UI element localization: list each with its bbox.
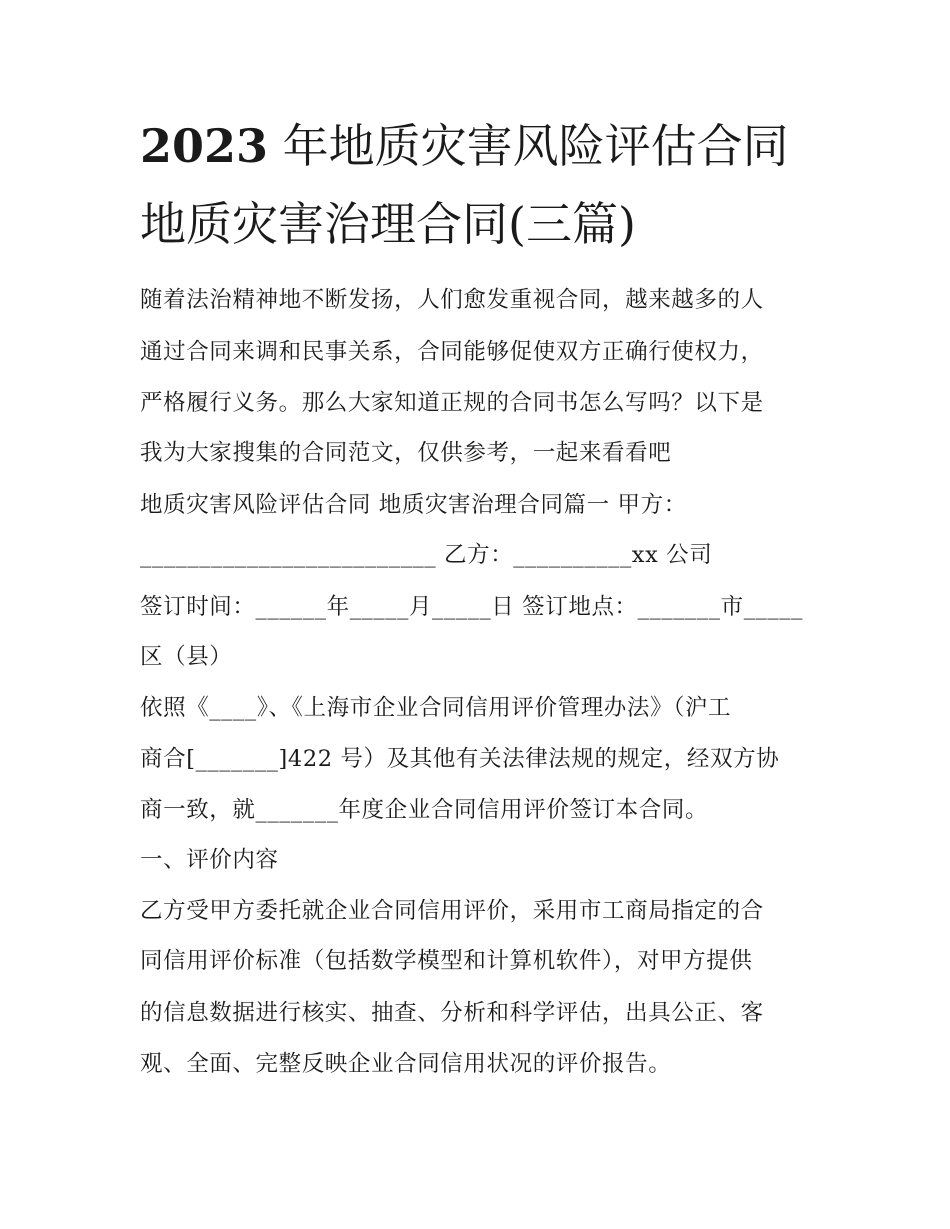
body-line-1: 随着法治精神地不断发扬，人们愈发重视合同，越来越多的人 [140,287,764,313]
body-line-4: 我为大家搜集的合同范文，仅供参考，一起来看看吧 [140,440,672,466]
district-line: 区（县） [140,644,233,670]
body-line-5: 地质灾害风险评估合同 地质灾害治理合同篇一 甲方： [140,492,687,518]
body-line-10: 商合[_______]422 号）及其他有关法律法规的规定，经双方协 [140,746,780,772]
party-b-line: _________________________ 乙方：__________xx 公司 [140,542,713,568]
body-line-9: 依照《____》、《上海市企业合同信用评价管理办法》（沪工 [140,695,732,721]
body-line-11: 商一致，就_______年度企业合同信用评价签订本合同。 [140,797,709,823]
body-line-15: 的信息数据进行核实、抽查、分析和科学评估，出具公正、客 [140,1000,764,1026]
title-year: 2023 [140,119,269,173]
body-line-3: 严格履行义务。那么大家知道正规的合同书怎么写吗？以下是 [140,390,764,416]
section-heading-evaluation-content: 一、评价内容 [140,847,279,873]
document-title-line-1 [140,118,820,174]
document-title-line-2: 地质灾害治理合同(三篇) [140,197,636,251]
body-line-13: 乙方受甲方委托就企业合同信用评价，采用市工商局指定的合 [140,898,764,924]
title-line-1-text: 年地质灾害风险评估合同 [268,119,789,173]
body-line-14: 同信用评价标准（包括数学模型和计算机软件），对甲方提供 [140,948,753,974]
body-line-16: 观、全面、完整反映企业合同信用状况的评价报告。 [140,1051,672,1077]
signing-time-line: 签订时间：______年_____月_____日 签订地点：_______市_____ [140,594,803,620]
body-line-2: 通过合同来调和民事关系，合同能够促使双方正确行使权力， [140,339,764,365]
